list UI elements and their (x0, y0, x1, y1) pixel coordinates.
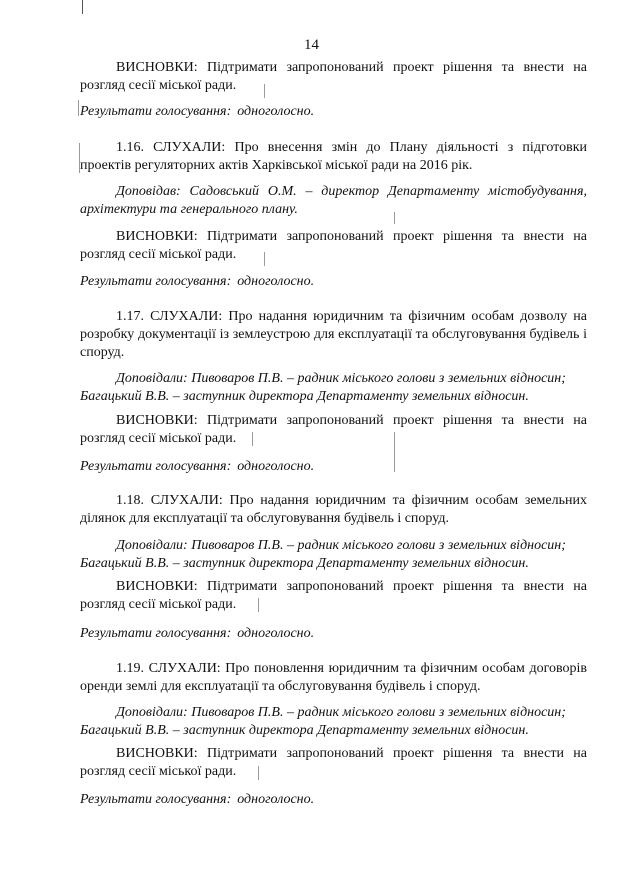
speaker-line: Доповідали: Пивоваров П.В. – радник міського голови з земельних відносин; (116, 371, 566, 386)
conclusion-text: ВИСНОВКИ: Підтримати запропонований проект рішення та внести на розгляд сесії міської ради. (80, 746, 587, 779)
voting-results (80, 625, 314, 643)
speaker-line: Доповідали: Пивоваров П.В. – радник міського голови з земельних відносин; (116, 705, 566, 720)
voting-label: Результати голосування: (80, 104, 232, 119)
margin-line (82, 0, 83, 14)
speakers-paragraph (80, 704, 587, 740)
speakers-paragraph (80, 183, 587, 219)
page-number: 14 (304, 37, 319, 53)
conclusion-text: ВИСНОВКИ: Підтримати запропонований проект рішення та внести на розгляд сесії міської ради. (80, 579, 587, 612)
scan-mark (258, 598, 259, 612)
voting-results (80, 458, 314, 476)
conclusion-paragraph (80, 59, 587, 95)
voting-results (80, 791, 314, 809)
conclusion-text: ВИСНОВКИ: Підтримати запропонований проект рішення та внести на розгляд сесії міської ради. (80, 413, 587, 446)
heard-text: 1.19. СЛУХАЛИ: Про поновлення юридичним та фізичним особам договорів оренди землі для експлуатації та обслуговування будівель і споруд. (80, 661, 587, 694)
heard-paragraph (80, 139, 587, 175)
scan-mark (79, 143, 80, 173)
voting-value: одноголосно. (237, 792, 315, 807)
voting-label: Результати голосування: (80, 274, 232, 289)
voting-label: Результати голосування: (80, 626, 232, 641)
conclusion-text: ВИСНОВКИ: Підтримати запропонований проект рішення та внести на розгляд сесії міської ради. (80, 60, 587, 93)
speaker-line: Багацький В.В. – заступник директора Департаменту земельних відносин. (80, 389, 529, 404)
speaker-line: Доповідав: Садовський О.М. – директор Департаменту містобудування, архітектури та генерального плану. (80, 184, 587, 217)
conclusion-text: ВИСНОВКИ: Підтримати запропонований проект рішення та внести на розгляд сесії міської ради. (80, 229, 587, 262)
voting-results (80, 273, 314, 291)
heard-paragraph (80, 660, 587, 696)
scan-mark (264, 84, 265, 98)
heard-text: 1.16. СЛУХАЛИ: Про внесення змін до Плану діяльності з підготовки проектів регуляторних актів Харківської міської ради на 2016 рік. (80, 140, 587, 173)
scan-mark (78, 100, 79, 116)
speaker-line: Багацький В.В. – заступник директора Департаменту земельних відносин. (80, 556, 529, 571)
voting-label: Результати голосування: (80, 792, 232, 807)
heard-paragraph (80, 492, 587, 528)
conclusion-paragraph (80, 745, 587, 781)
voting-value: одноголосно. (237, 274, 315, 289)
speaker-line: Доповідали: Пивоваров П.В. – радник міського голови з земельних відносин; (116, 538, 566, 553)
voting-results (80, 103, 314, 121)
conclusion-paragraph (80, 228, 587, 264)
scan-mark (252, 432, 253, 446)
heard-text: 1.18. СЛУХАЛИ: Про надання юридичним та фізичним особам земельних ділянок для експлуатації та обслуговування будівель і споруд. (80, 493, 587, 526)
heard-text: 1.17. СЛУХАЛИ: Про надання юридичним та фізичним особам дозволу на розробку документації із землеустрою для експлуатації та обслуговування будівель і споруд. (80, 309, 587, 360)
scan-mark (394, 432, 395, 472)
conclusion-paragraph (80, 412, 587, 448)
voting-value: одноголосно. (237, 459, 315, 474)
voting-label: Результати голосування: (80, 459, 232, 474)
scan-mark (264, 252, 265, 266)
voting-value: одноголосно. (237, 104, 315, 119)
speakers-paragraph (80, 370, 587, 406)
heard-paragraph (80, 308, 587, 362)
voting-value: одноголосно. (237, 626, 315, 641)
conclusion-paragraph (80, 578, 587, 614)
speaker-line: Багацький В.В. – заступник директора Департаменту земельних відносин. (80, 723, 529, 738)
speakers-paragraph (80, 537, 587, 573)
scan-mark (394, 212, 395, 224)
scan-mark (258, 766, 259, 780)
